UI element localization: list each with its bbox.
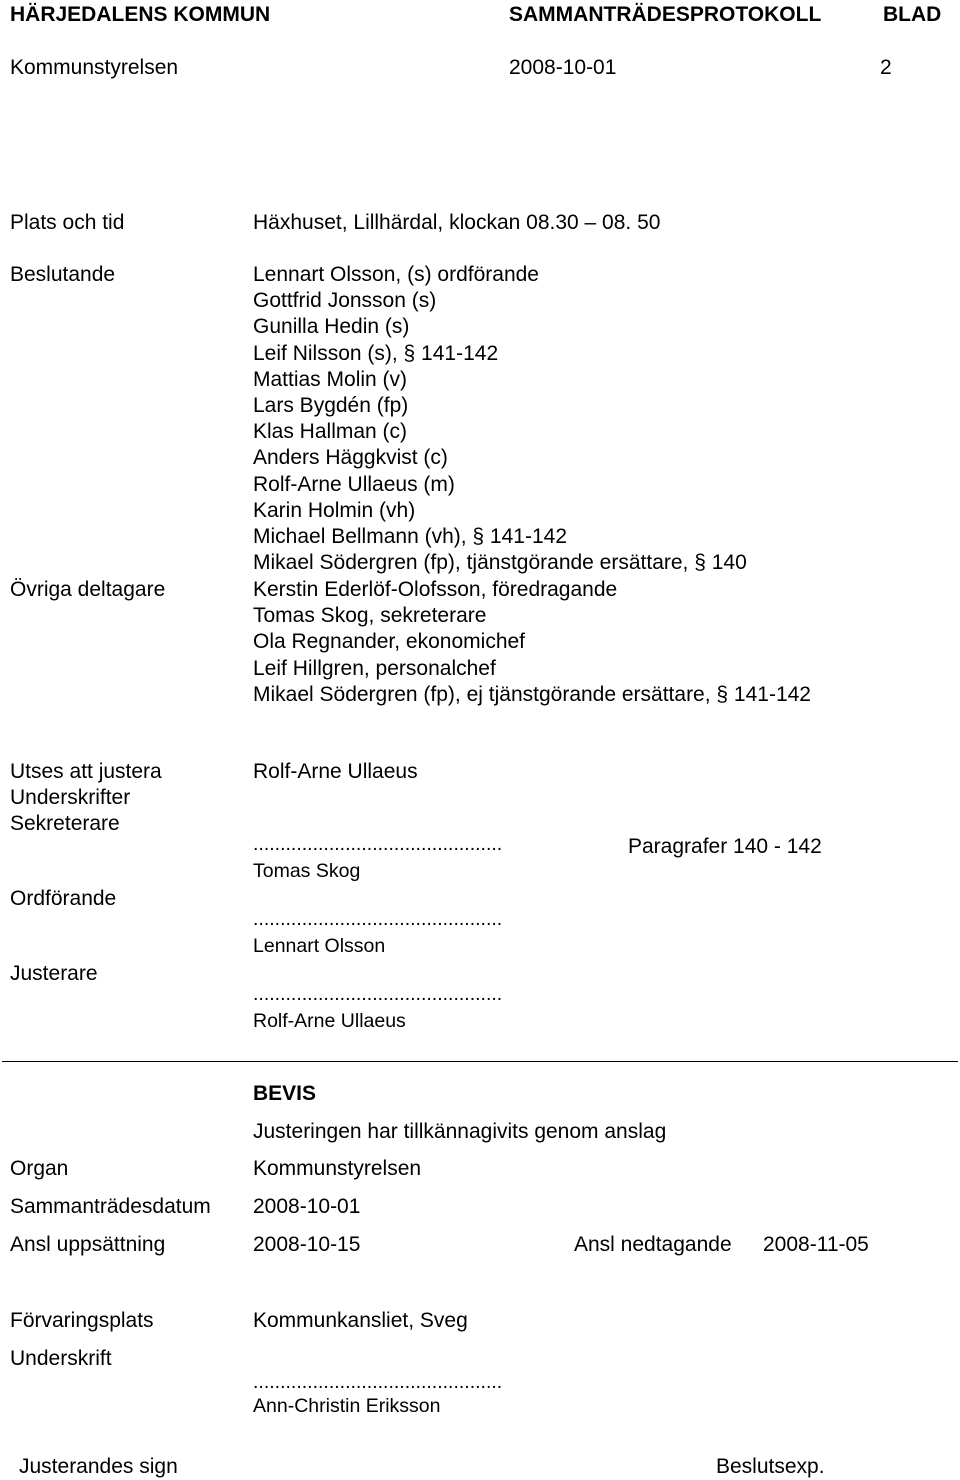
removal-value: 2008-11-05 <box>763 1233 869 1256</box>
secretary-signature-line: .............................................. <box>253 833 503 855</box>
list-item: Rolf-Arne Ullaeus (m) <box>253 472 455 496</box>
meeting-date-value: 2008-10-01 <box>253 1195 361 1218</box>
list-item: Michael Bellmann (vh), § 141-142 <box>253 525 567 548</box>
header-body: Kommunstyrelsen <box>10 56 179 79</box>
signatures-label: Underskrifter <box>10 786 131 809</box>
organization-name: HÄRJEDALENS KOMMUN <box>10 3 271 26</box>
secretary-label: Sekreterare <box>10 812 120 835</box>
meeting-date-label: Sammanträdesdatum <box>10 1195 211 1218</box>
chair-label: Ordförande <box>10 887 117 910</box>
justerare-name: Rolf-Arne Ullaeus <box>253 1010 406 1032</box>
footer-adjuster-sign: Justerandes sign <box>19 1455 178 1478</box>
list-item: Mikael Södergren (fp), tjänstgörande ersättare, § 140 <box>253 551 747 575</box>
list-item: Leif Hillgren, personalchef <box>253 656 496 680</box>
secretary-name: Tomas Skog <box>253 860 361 882</box>
chair-name: Lennart Olsson <box>253 935 386 957</box>
decision-makers-label: Beslutande <box>10 263 116 286</box>
bevis-title: BEVIS <box>253 1082 317 1105</box>
list-item: Leif Nilsson (s), § 141-142 <box>253 341 499 365</box>
list-item: Klas Hallman (c) <box>253 420 408 444</box>
place-value: Häxhuset, Lillhärdal, klockan 08.30 – 08. 50 <box>253 211 661 234</box>
place-label: Plats och tid <box>10 211 125 234</box>
list-item: Kerstin Ederlöf-Olofsson, föredragande <box>253 578 618 601</box>
footer-decision-dispatch: Beslutsexp. <box>716 1455 825 1478</box>
posting-label: Ansl uppsättning <box>10 1233 166 1256</box>
signature-label: Underskrift <box>10 1347 112 1370</box>
list-item: Anders Häggkvist (c) <box>253 446 448 470</box>
signature-line: .............................................. <box>253 1371 503 1393</box>
list-item: Karin Holmin (vh) <box>253 498 416 522</box>
storage-value: Kommunkansliet, Sveg <box>253 1309 468 1332</box>
list-item: Lennart Olsson, (s) ordförande <box>253 263 539 286</box>
list-item: Gunilla Hedin (s) <box>253 315 410 339</box>
header-date: 2008-10-01 <box>509 56 617 79</box>
page-number: 2 <box>880 56 892 79</box>
blad-label: BLAD <box>883 3 942 26</box>
list-item: Mattias Molin (v) <box>253 367 408 391</box>
organ-label: Organ <box>10 1157 69 1180</box>
section-divider <box>2 1061 958 1062</box>
paragraphs-note: Paragrafer 140 - 142 <box>628 835 822 858</box>
signature-name: Ann-Christin Eriksson <box>253 1395 441 1417</box>
justerare-label: Justerare <box>10 962 98 985</box>
other-participants-label: Övriga deltagare <box>10 578 166 601</box>
list-item: Ola Regnander, ekonomichef <box>253 630 526 654</box>
list-item: Mikael Södergren (fp), ej tjänstgörande ersättare, § 141-142 <box>253 682 811 706</box>
storage-label: Förvaringsplats <box>10 1309 154 1332</box>
adjuster-label: Utses att justera <box>10 760 162 783</box>
posting-value: 2008-10-15 <box>253 1233 361 1256</box>
adjuster-value: Rolf-Arne Ullaeus <box>253 760 418 783</box>
list-item: Gottfrid Jonsson (s) <box>253 289 437 313</box>
document-type: SAMMANTRÄDESPROTOKOLL <box>509 3 822 26</box>
organ-value: Kommunstyrelsen <box>253 1157 422 1180</box>
justerare-signature-line: .............................................. <box>253 983 503 1005</box>
list-item: Tomas Skog, sekreterare <box>253 604 487 628</box>
bevis-text: Justeringen har tillkännagivits genom anslag <box>253 1120 667 1143</box>
list-item: Lars Bygdén (fp) <box>253 394 409 417</box>
removal-label: Ansl nedtagande <box>574 1233 732 1256</box>
chair-signature-line: .............................................. <box>253 908 503 930</box>
